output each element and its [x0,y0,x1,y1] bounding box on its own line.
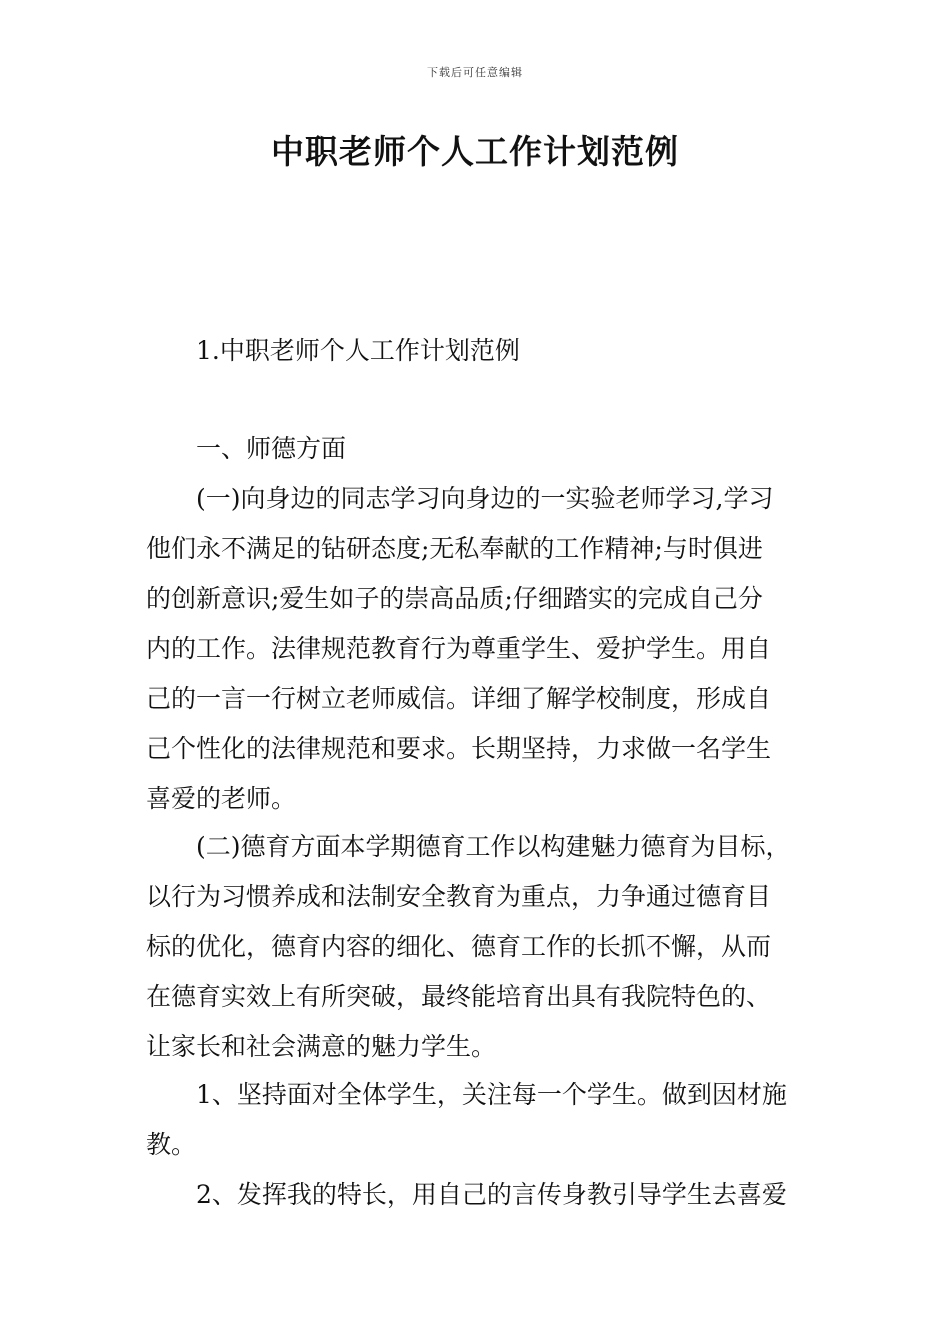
paragraph-4 [146,1170,811,1220]
paragraph-line: 教。 [146,1130,197,1159]
paragraph-line: 标的优化，德育内容的细化、德育工作的长抓不懈，从而 [146,932,772,961]
paragraph-line: 他们永不满足的钻研态度;无私奉献的工作精神;与时俱进 [146,534,763,563]
paragraph-line: 己的一言一行树立老师威信。详细了解学校制度，形成自 [146,684,772,713]
paragraph-line: 让家长和社会满意的魅力学生。 [146,1032,497,1061]
paragraph-3 [146,1070,811,1170]
paragraph-line: 以行为习惯养成和法制安全教育为重点，力争通过德育目 [146,882,772,911]
paragraph-2 [146,822,811,1072]
header-note: 下载后可任意编辑 [427,66,523,79]
paragraph-line: 的创新意识;爱生如子的崇高品质;仔细踏实的完成自己分 [146,584,763,613]
paragraph-line: 在德育实效上有所突破，最终能培育出具有我院特色的、 [146,982,772,1011]
paragraph-line: 己个性化的法律规范和要求。长期坚持，力求做一名学生 [146,734,772,763]
paragraph-line: 2、发挥我的特长，用自己的言传身教引导学生去喜爱 [196,1180,787,1209]
subtitle-heading: 1.中职老师个人工作计划范例 [196,336,520,365]
paragraph-line: 内的工作。法律规范教育行为尊重学生、爱护学生。用自 [146,634,772,663]
paragraph-line: (二)德育方面本学期德育工作以构建魅力德育为目标， [196,832,791,861]
paragraph-line: (一)向身边的同志学习向身边的一实验老师学习,学习 [196,484,774,513]
paragraph-line: 1、坚持面对全体学生，关注每一个学生。做到因材施 [196,1080,787,1109]
paragraph-line: 喜爱的老师。 [146,784,297,813]
section-heading: 一、师德方面 [196,434,347,463]
document-title: 中职老师个人工作计划范例 [271,132,679,171]
paragraph-1 [146,474,811,824]
